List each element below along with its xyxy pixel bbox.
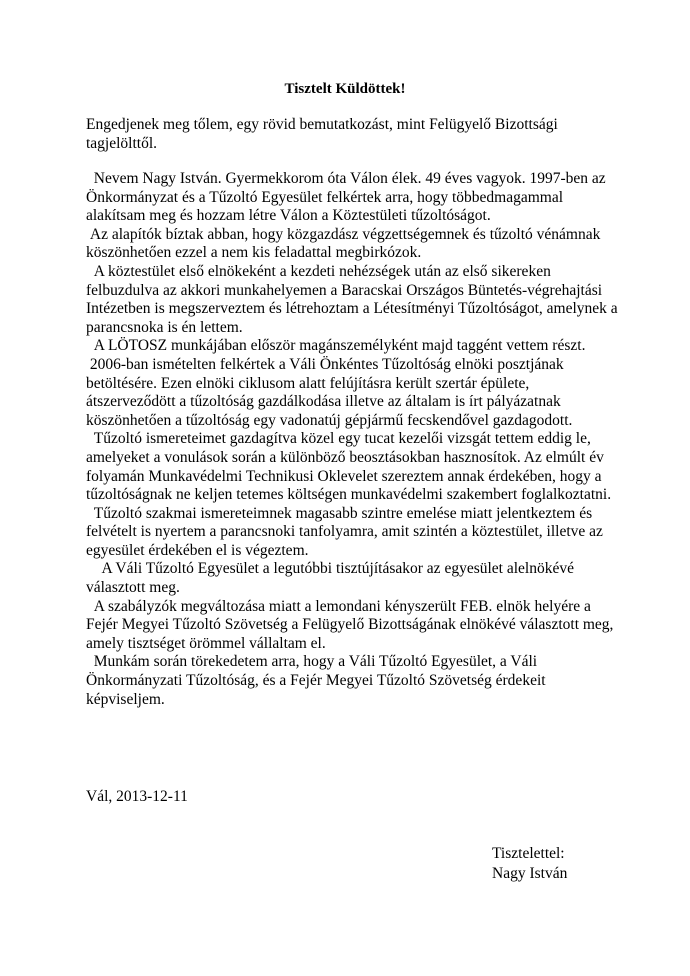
place-date: Vál, 2013-12-11 xyxy=(86,788,188,805)
paragraph-vice-president: A Váli Tűzoltó Egyesület a legutóbbi tisztújításakor az egyesület alelnökévé választott meg. xyxy=(86,560,574,597)
paragraph-background: Nevem Nagy István. Gyermekkorom óta Válon élek. 49 éves vagyok. 1997-ben az Önkormányzat és a Tűzoltó Egyesület felkértek arra, hogy többedmagammal alakítsam meg és hozzam létre Válon a Köztestületi tűzoltóságot. xyxy=(86,170,606,225)
paragraph-exams: Tűzoltó ismereteimet gazdagítva közel egy tucat kezelői vizsgát tettem eddig le, amelyeket a vonulások során a különböző beosztásokban hasznosítok. Az elmúlt év folyamán Munkavédelmi Technikusi Oklevelet szereztem annak érdekében, hogy a tűzoltóságnak ne keljen tetemes költségen munkavédelmi szakembert foglalkoztatni. xyxy=(86,430,612,504)
paragraph-representation: Munkám során törekedetem arra, hogy a Váli Tűzoltó Egyesület, a Váli Önkormányzati Tűzoltóság, és a Fejér Megyei Tűzoltó Szövetség érdekeit képviseljem. xyxy=(86,653,546,708)
signature-name: Nagy István xyxy=(492,865,568,882)
letter-intro: Engedjenek meg tőlem, egy rövid bemutatkozást, mint Felügyelő Bizottsági tagjelölttől. xyxy=(86,116,558,152)
letter-title: Tisztelt Küldöttek! xyxy=(284,81,406,97)
paragraph-commander-course: Tűzoltó szakmai ismereteimnek magasabb szintre emelése miatt jelentkeztem és felvételt is nyertem a parancsnoki tanfolyamra, amit szintén a köztestület, illetve az egyesület érdekében el is végeztem. xyxy=(86,504,603,559)
closing-block xyxy=(492,844,567,884)
paragraph-first-president: A köztestület első elnökeként a kezdeti nehézségek után az első sikereken felbuzdulva az akkori munkahelyemen a Baracskai Országos Büntetés-végrehajtási Intézetben is megszerveztem és létrehoztam a Létesítményi Tűzoltóságot, amelynek a parancsnoka is én lettem. xyxy=(86,262,618,336)
letter-body xyxy=(86,170,618,709)
paragraph-founders: Az alapítók bíztak abban, hogy közgazdász végzettségemnek és tűzoltó vénámnak köszönhetően ezzel a nem kis feladattal megbirkózok. xyxy=(86,225,601,262)
paragraph-lotosz: A LÖTOSZ munkájában először magánszemélyként majd taggént vettem részt. xyxy=(86,337,586,355)
paragraph-feb-president: A szabályzók megváltozása miatt a lemondani kényszerült FEB. elnök helyére a Fejér Megyei Tűzoltó Szövetség a Felügyelő Bizottságának elnökévé választott meg, amely tisztséget örömmel vállaltam el. xyxy=(86,597,614,652)
paragraph-2006: 2006-ban ismételten felkértek a Váli Önkéntes Tűzoltóság elnöki posztjának betöltésére. Ezen elnöki ciklusom alatt felújításra került szertár épülete, átszerveződött a tűzoltóság gazdálkodása illetve az általam is írt pályázatnak köszönhetően a tűzoltóság egy vadonatúj gépjármű fecskendővel gazdagodott. xyxy=(86,355,573,429)
closing-salutation: Tisztelettel: xyxy=(492,845,565,862)
